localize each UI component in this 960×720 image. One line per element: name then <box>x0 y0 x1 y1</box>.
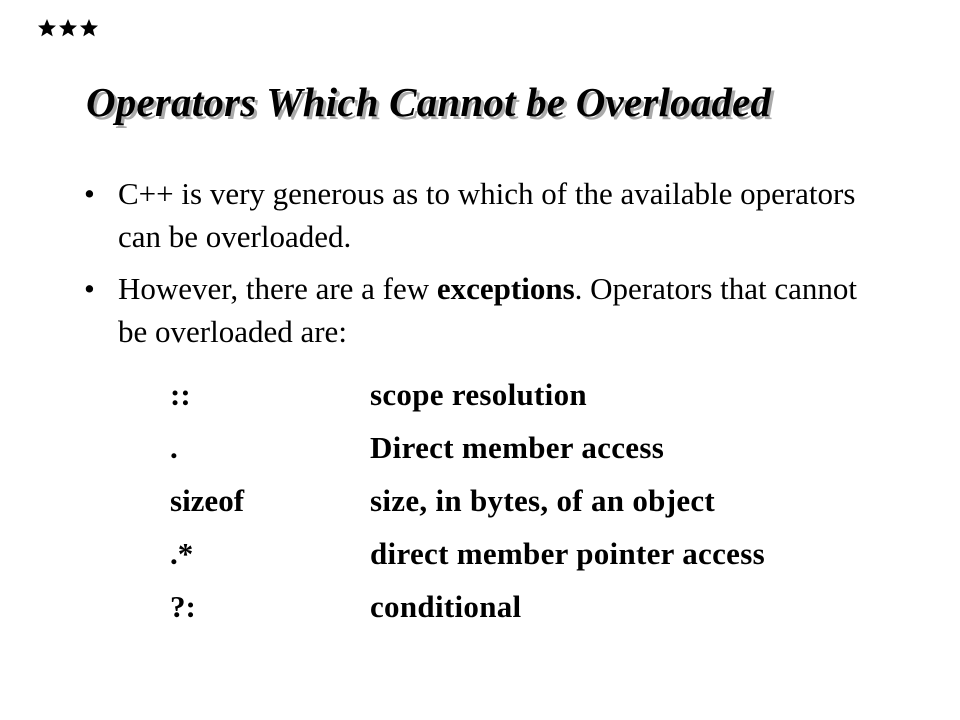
bullet-item <box>84 267 884 353</box>
operator-symbol: .* <box>170 536 194 571</box>
operator-row <box>170 474 765 527</box>
star-icon <box>58 18 78 38</box>
star-icon <box>79 18 99 38</box>
bullet-text: C++ is very generous as to which of the available operators can be overloaded. <box>118 176 856 254</box>
bullet-list <box>84 172 884 362</box>
bullet-text-before: However, there are a few <box>118 271 437 306</box>
operator-symbol: sizeof <box>170 483 245 518</box>
operator-symbol: ?: <box>170 589 196 624</box>
operator-symbol: . <box>170 430 178 465</box>
operator-table <box>170 368 765 633</box>
star-icon <box>37 18 57 38</box>
star-rating-decoration <box>37 18 99 38</box>
bullet-marker: • <box>84 271 95 306</box>
operator-description: conditional <box>370 589 522 624</box>
bullet-text-after: . Operators that cannot be overloaded are: <box>118 271 858 349</box>
bullet-item <box>84 172 884 258</box>
operator-row <box>170 527 765 580</box>
slide-title: Operators Which Cannot be Overloaded <box>86 79 772 125</box>
operator-description: size, in bytes, of an object <box>370 483 716 518</box>
operator-description: scope resolution <box>370 377 587 412</box>
operator-symbol: :: <box>170 377 191 412</box>
operator-row <box>170 580 765 633</box>
bullet-marker: • <box>84 176 95 211</box>
operator-row <box>170 368 765 421</box>
bullet-text-emphasis: exceptions <box>436 271 575 306</box>
operator-description: direct member pointer access <box>370 536 765 571</box>
operator-description: Direct member access <box>370 430 665 465</box>
bullet-text <box>118 271 857 349</box>
operator-row <box>170 421 765 474</box>
